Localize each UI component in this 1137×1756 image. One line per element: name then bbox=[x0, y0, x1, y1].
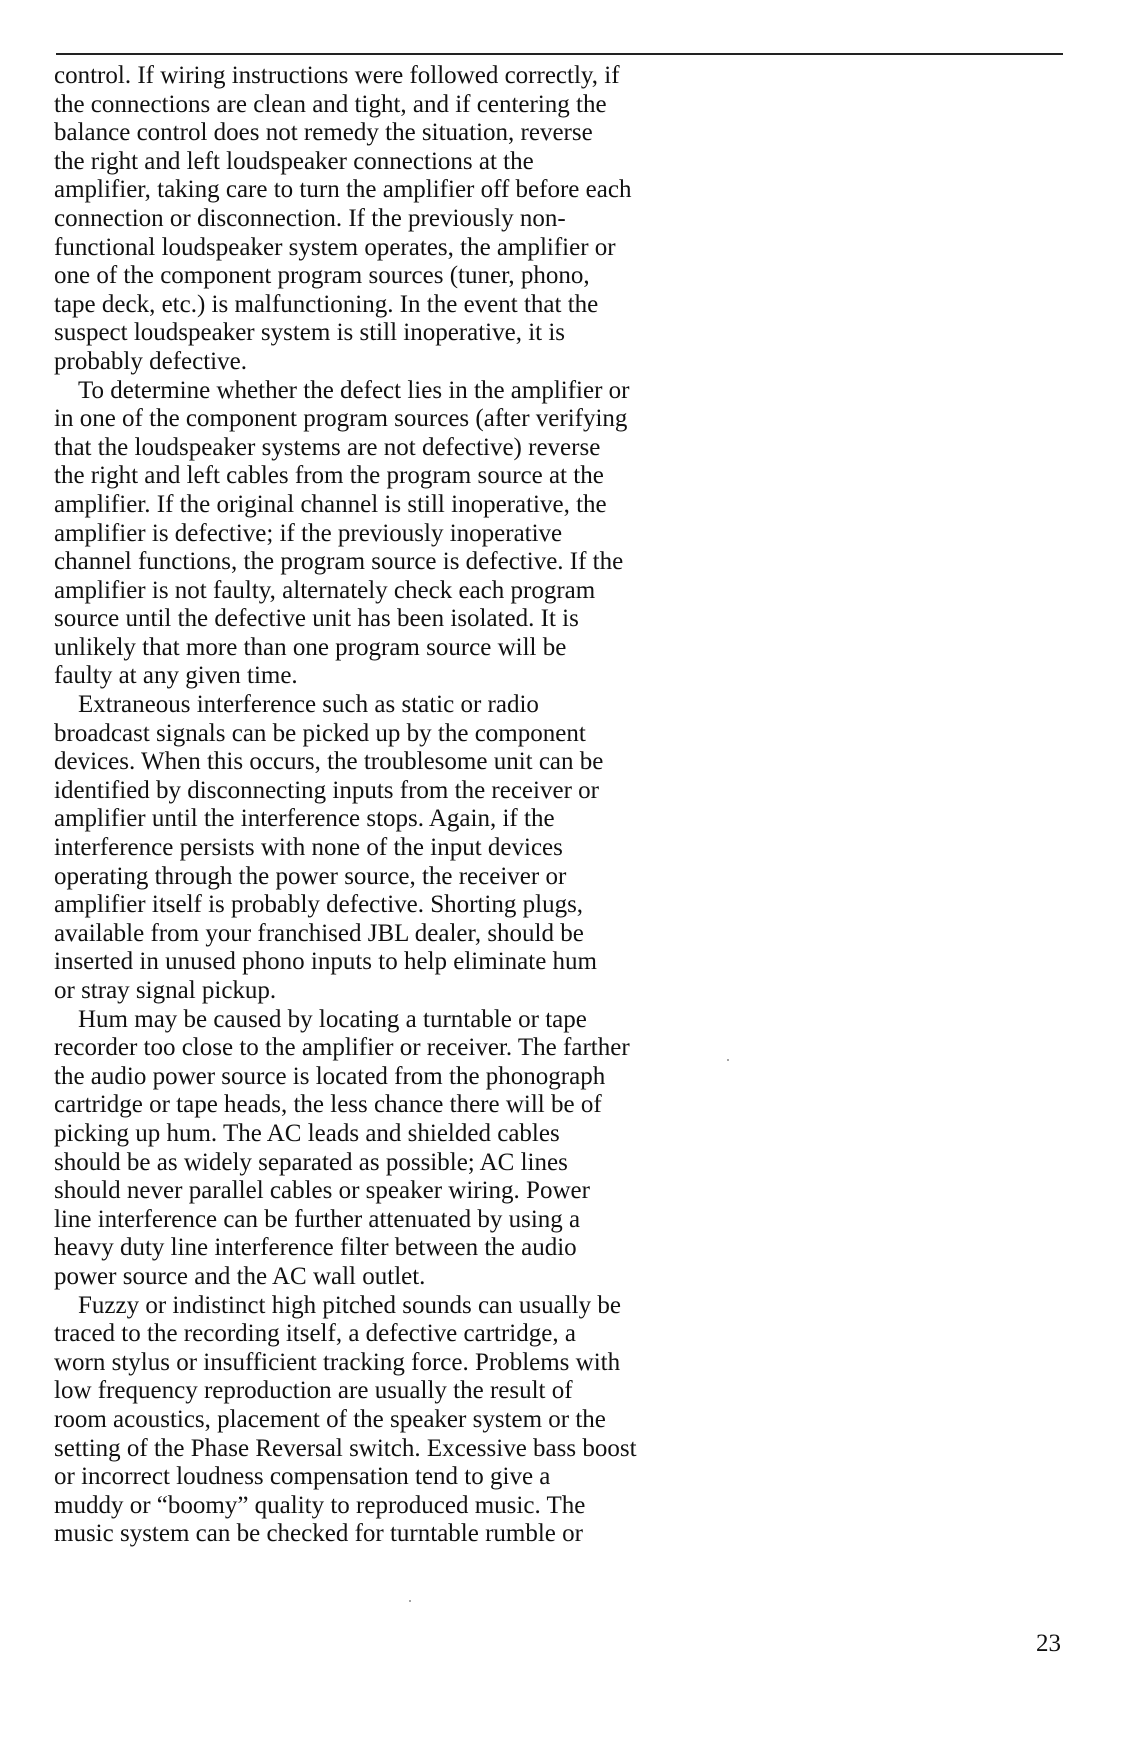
text-line: cartridge or tape heads, the less chance there will be of bbox=[54, 1091, 602, 1119]
text-line: in one of the component program sources (after verifying bbox=[54, 405, 628, 433]
text-line: worn stylus or insufficient tracking force. Problems with bbox=[54, 1348, 621, 1376]
text-line: should never parallel cables or speaker wiring. Power bbox=[54, 1177, 590, 1205]
text-line: operating through the power source, the receiver or bbox=[54, 862, 567, 890]
text-line: the right and left cables from the program source at the bbox=[54, 462, 604, 490]
text-line: muddy or “boomy” quality to reproduced music. The bbox=[54, 1491, 586, 1519]
text-line: balance control does not remedy the situation, reverse bbox=[54, 119, 593, 147]
text-line: interference persists with none of the input devices bbox=[54, 834, 563, 862]
text-line: that the loudspeaker systems are not defective) reverse bbox=[54, 433, 601, 461]
text-line: source until the defective unit has been isolated. It is bbox=[54, 605, 579, 633]
text-line: the audio power source is located from the phonograph bbox=[54, 1062, 606, 1090]
text-line: inserted in unused phono inputs to help eliminate hum bbox=[54, 948, 597, 976]
scan-speck bbox=[727, 1059, 729, 1061]
text-line: line interference can be further attenuated by using a bbox=[54, 1205, 581, 1233]
text-line: unlikely that more than one program source will be bbox=[54, 633, 567, 661]
text-line: tape deck, etc.) is malfunctioning. In the event that the bbox=[54, 290, 599, 318]
text-line: faulty at any given time. bbox=[54, 662, 298, 690]
text-line: amplifier is not faulty, alternately check each program bbox=[54, 576, 596, 604]
page-number: 23 bbox=[1036, 1630, 1061, 1657]
text-line: identified by disconnecting inputs from the receiver or bbox=[54, 776, 599, 804]
text-line: heavy duty line interference filter between the audio bbox=[54, 1234, 577, 1262]
text-line: traced to the recording itself, a defective cartridge, a bbox=[54, 1320, 576, 1348]
text-line: available from your franchised JBL dealer, should be bbox=[54, 919, 584, 947]
text-line: picking up hum. The AC leads and shielded cables bbox=[54, 1119, 560, 1147]
text-line: or stray signal pickup. bbox=[54, 977, 277, 1004]
text-line: suspect loudspeaker system is still inoperative, it is bbox=[54, 319, 566, 347]
body-text bbox=[54, 62, 744, 1549]
header-rule bbox=[56, 53, 1063, 55]
text-line: recorder too close to the amplifier or receiver. The farther bbox=[54, 1034, 630, 1062]
text-line: devices. When this occurs, the troublesome unit can be bbox=[54, 748, 604, 776]
text-line: the right and left loudspeaker connections at the bbox=[54, 147, 534, 175]
text-line: or incorrect loudness compensation tend to give a bbox=[54, 1463, 551, 1491]
paragraph-start-line: To determine whether the defect lies in the amplifier or bbox=[78, 376, 630, 404]
paragraph-start-line: Hum may be caused by locating a turntable or tape bbox=[78, 1005, 587, 1033]
text-line: low frequency reproduction are usually the result of bbox=[54, 1377, 573, 1405]
text-line: amplifier until the interference stops. Again, if the bbox=[54, 805, 555, 833]
text-line: connection or disconnection. If the previously non- bbox=[54, 204, 566, 232]
paragraph-start-line: Extraneous interference such as static or radio bbox=[78, 691, 539, 719]
text-line: room acoustics, placement of the speaker system or the bbox=[54, 1405, 606, 1433]
text-line: control. If wiring instructions were followed correctly, if bbox=[54, 62, 620, 89]
text-line: amplifier, taking care to turn the amplifier off before each bbox=[54, 176, 632, 204]
text-line: one of the component program sources (tuner, phono, bbox=[54, 262, 590, 290]
text-line: probably defective. bbox=[54, 347, 247, 375]
text-line: the connections are clean and tight, and if centering the bbox=[54, 90, 607, 118]
text-line: music system can be checked for turntable rumble or bbox=[54, 1520, 583, 1548]
text-line: functional loudspeaker system operates, the amplifier or bbox=[54, 233, 616, 261]
text-line: should be as widely separated as possible; AC lines bbox=[54, 1148, 568, 1176]
scan-speck bbox=[409, 1600, 411, 1602]
text-line: setting of the Phase Reversal switch. Excessive bass boost bbox=[54, 1434, 637, 1462]
text-line: amplifier. If the original channel is still inoperative, the bbox=[54, 490, 607, 518]
text-line: amplifier is defective; if the previously inoperative bbox=[54, 519, 563, 547]
text-line: broadcast signals can be picked up by the component bbox=[54, 719, 586, 747]
paragraph-start-line: Fuzzy or indistinct high pitched sounds can usually be bbox=[78, 1291, 621, 1319]
text-line: amplifier itself is probably defective. Shorting plugs, bbox=[54, 891, 584, 919]
text-line: power source and the AC wall outlet. bbox=[54, 1262, 426, 1290]
text-line: channel functions, the program source is defective. If the bbox=[54, 548, 624, 576]
